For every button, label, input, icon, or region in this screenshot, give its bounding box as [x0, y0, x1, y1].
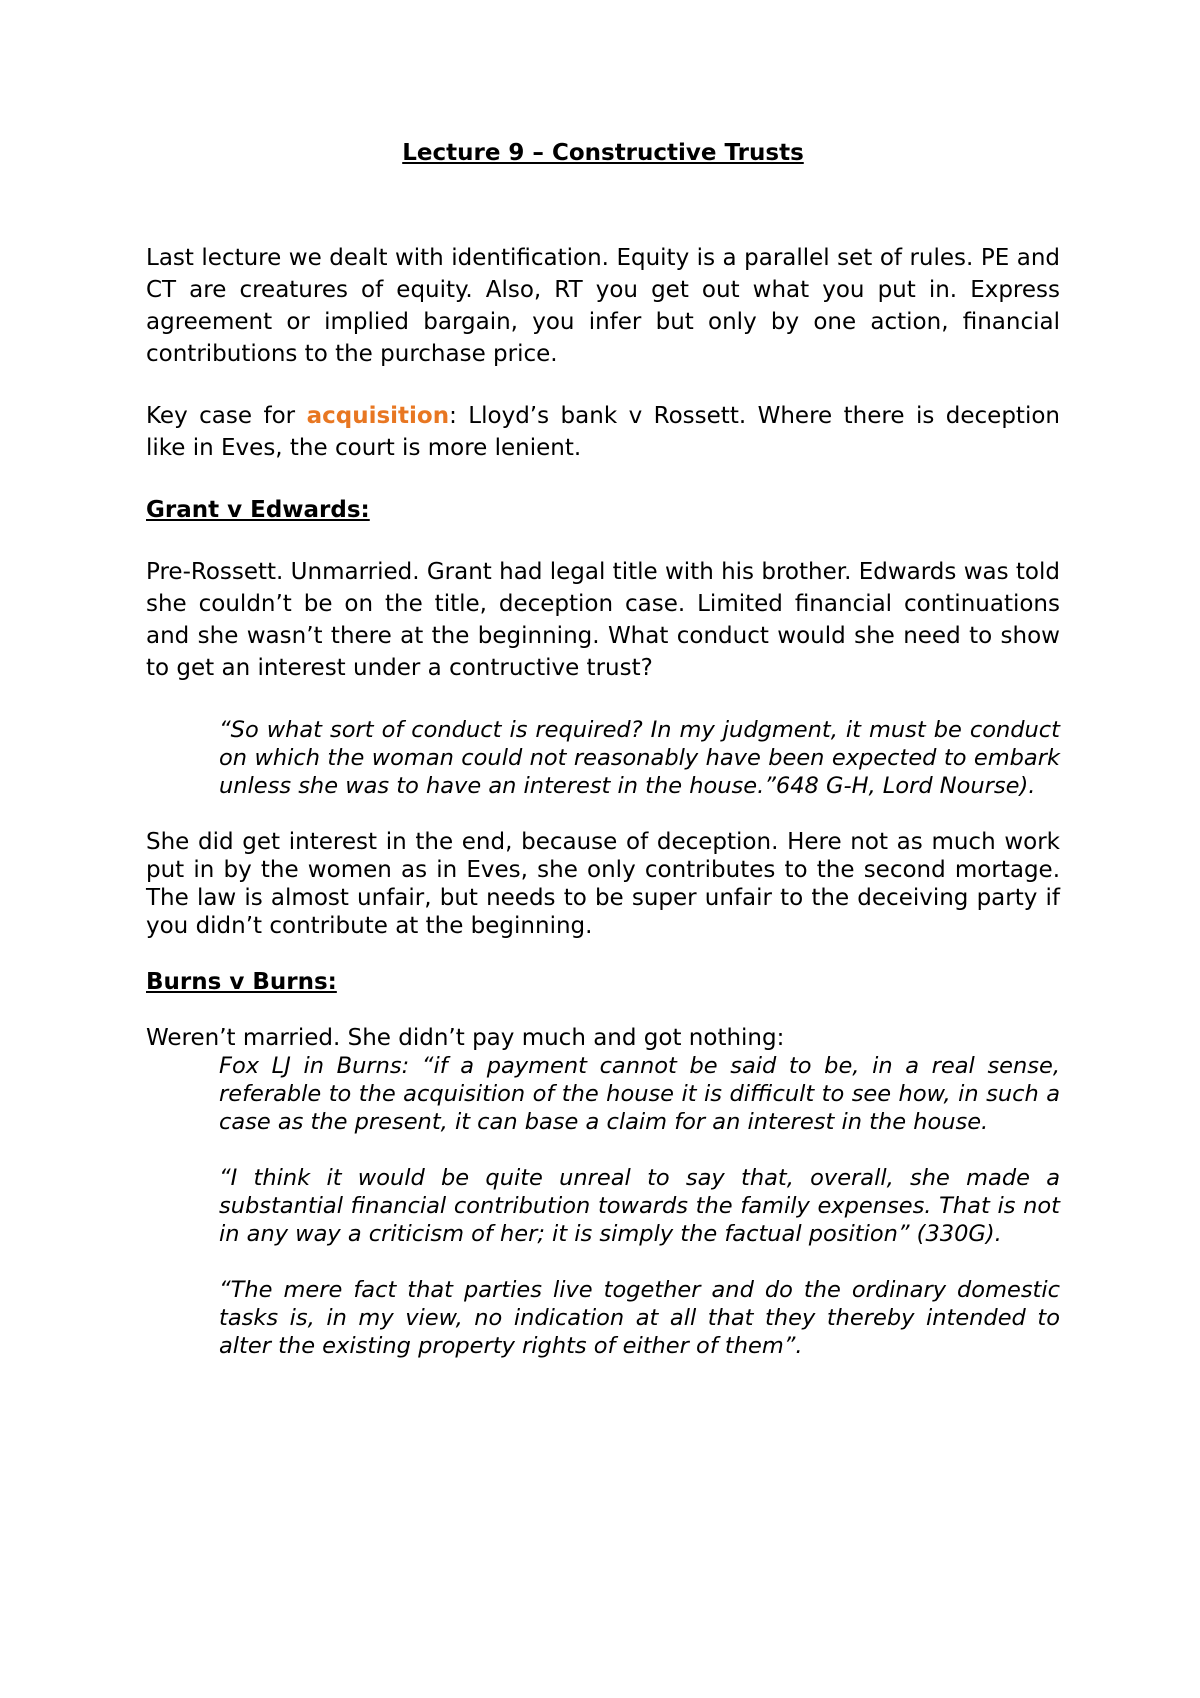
burns-quote-fox: Fox LJ in Burns: “if a payment cannot be said to be, in a real sense, referable to the acquisition of the house it is difficult to see how, in such a case as the present, it can base a claim for an interest in the house. [219, 1053, 1060, 1135]
key-case-paragraph [146, 400, 1060, 464]
grant-v-edwards-heading: Grant v Edwards: [146, 497, 370, 523]
key-case-suffix: : Lloyd’s bank v Rossett. Where there is deception like in Eves, the court is more lenient. [146, 403, 1060, 461]
grant-after-paragraph: She did get interest in the end, because of deception. Here not as much work put in by the women as in Eves, she only contributes to the second mortage. The law is almost unfair, but needs to be super unfair to the deceiving party if you didn’t contribute at the beginning. [146, 829, 1060, 939]
grant-body: Pre-Rossett. Unmarried. Grant had legal title with his brother. Edwards was told she couldn’t be on the title, deception case. Limited financial continuations and she wasn’t there at the beginning. What conduct would she need to show to get an interest under a contructive trust? [146, 559, 1060, 681]
intro-paragraph: Last lecture we dealt with identification. Equity is a parallel set of rules. PE and CT are creatures of equity. Also, RT you get out what you put in. Express agreement or implied bargain, you infer but only by one action, financial contributions to the purchase price. [146, 245, 1060, 367]
key-case-prefix: Key case for [146, 403, 307, 429]
acquisition-highlight: acquisition [306, 403, 450, 429]
page-title: Lecture 9 – Constructive Trusts [402, 140, 804, 166]
burns-quote-mere-fact: “The mere fact that parties live together and do the ordinary domestic tasks is, in my view, no indication at all that they thereby intended to alter the existing property rights of either of them”. [219, 1277, 1060, 1359]
document-page [146, 138, 1060, 1360]
grant-quote: “So what sort of conduct is required? In my judgment, it must be conduct on which the woman could not reasonably have been expected to embark unless she was to have an interest in the house.”648 G-H, Lord Nourse). [219, 717, 1060, 799]
burns-body: Weren’t married. She didn’t pay much and got nothing: [146, 1025, 785, 1051]
burns-v-burns-heading: Burns v Burns: [146, 969, 337, 995]
burns-quote-unreal: “I think it would be quite unreal to say that, overall, she made a substantial financial contribution towards the family expenses. That is not in any way a criticism of her; it is simply the factual position” (330G). [219, 1165, 1060, 1247]
